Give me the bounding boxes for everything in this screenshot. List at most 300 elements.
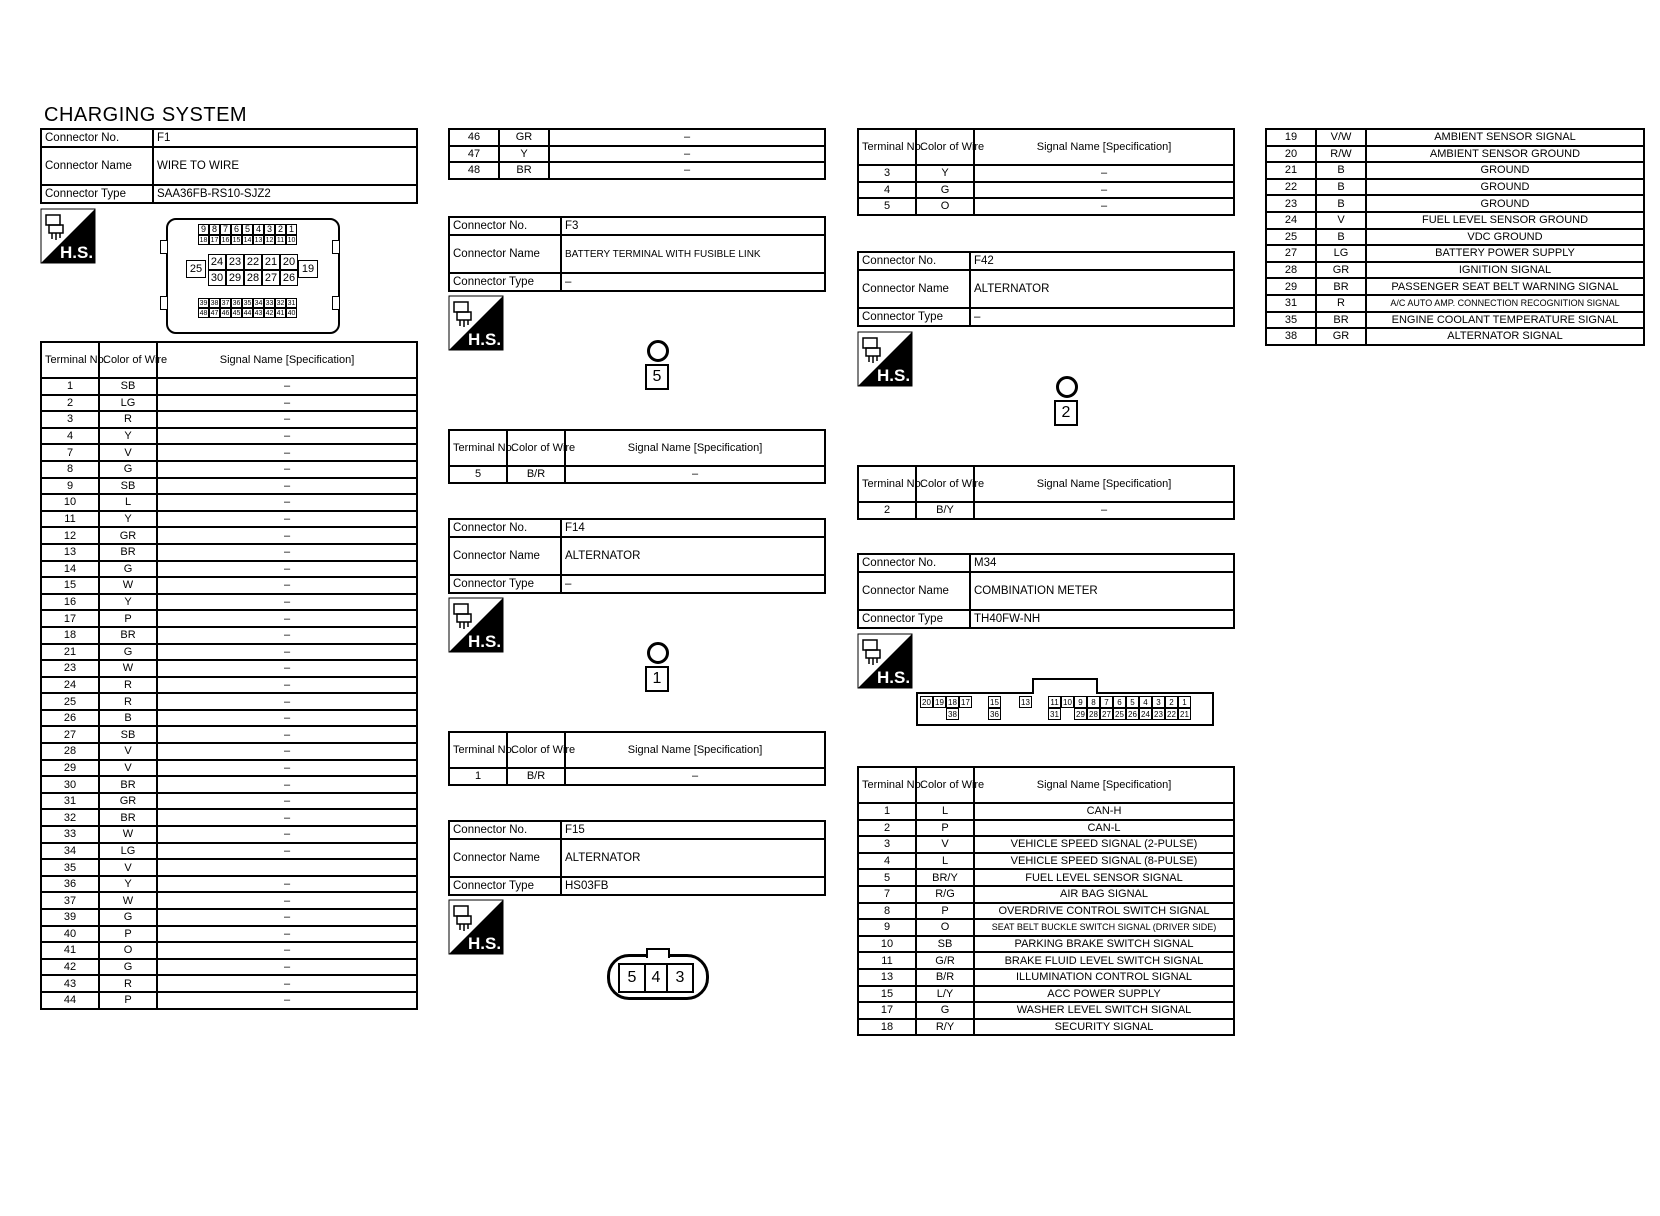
terminal-no-cell: 12: [41, 527, 99, 544]
signal-name-cell: [157, 859, 417, 876]
header-signal-name: Signal Name [Specification]: [157, 342, 417, 378]
wire-color-cell: Y: [99, 594, 157, 611]
svg-text:H.S.: H.S.: [468, 632, 502, 651]
signal-name-cell: –: [157, 743, 417, 760]
wire-color-cell: R: [1316, 295, 1366, 312]
header-color-of-wire: Color of Wire: [916, 129, 974, 165]
terminal-no-cell: 24: [1266, 212, 1316, 229]
signal-name-cell: –: [157, 776, 417, 793]
terminal-no-cell: 23: [41, 660, 99, 677]
signal-name-cell: –: [157, 959, 417, 976]
label-connector-type: Connector Type: [858, 610, 970, 628]
connector-pin: 41: [276, 309, 285, 317]
terminal-no-cell: 24: [41, 677, 99, 694]
connector-pin: 42: [265, 309, 274, 317]
terminal-no-cell: 14: [41, 561, 99, 578]
table-row: [41, 959, 417, 976]
table-row: [858, 803, 1234, 820]
terminal-no-cell: 23: [1266, 195, 1316, 212]
terminal-pin: 4: [646, 963, 668, 993]
header-terminal-no: Terminal No.: [858, 767, 916, 803]
connector-pin: 46: [221, 309, 230, 317]
terminal-no-cell: 4: [41, 428, 99, 445]
label-connector-type: Connector Type: [449, 575, 561, 593]
wire-color-cell: B: [1316, 195, 1366, 212]
terminal-no-cell: 43: [41, 975, 99, 992]
terminal-no-cell: 2: [858, 502, 916, 519]
terminal-no-cell: 4: [858, 182, 916, 199]
terminal-no-cell: 39: [41, 909, 99, 926]
table-row: [41, 942, 417, 959]
signal-name-cell: –: [549, 129, 825, 146]
connector-type-value: –: [561, 575, 825, 593]
table-row: [41, 793, 417, 810]
table-row: [41, 693, 417, 710]
header-color-of-wire: Color of Wire: [507, 430, 565, 466]
terminal-no-cell: 29: [41, 760, 99, 777]
terminal-no-cell: 25: [41, 693, 99, 710]
header-color-of-wire: Color of Wire: [916, 767, 974, 803]
table-row: [41, 677, 417, 694]
wire-color-cell: O: [916, 919, 974, 936]
wire-color-cell: B: [1316, 229, 1366, 246]
connector-pin: 2: [1165, 696, 1178, 708]
terminal-no-cell: 34: [41, 843, 99, 860]
header-terminal-no: Terminal No.: [449, 732, 507, 768]
connector-pin: 3: [1152, 696, 1165, 708]
signal-name-cell: ACC POWER SUPPLY: [974, 986, 1234, 1003]
table-row: [1266, 245, 1644, 262]
connector-pin: 2: [275, 224, 286, 235]
connector-pin: 47: [210, 309, 219, 317]
terminal-no-cell: 25: [1266, 229, 1316, 246]
table-row: [41, 826, 417, 843]
terminal-no-cell: 4: [858, 853, 916, 870]
table-row: [41, 909, 417, 926]
signal-name-cell: –: [157, 760, 417, 777]
signal-name-cell: –: [157, 710, 417, 727]
signal-name-cell: –: [157, 843, 417, 860]
terminal-ring-icon: [1056, 376, 1078, 398]
terminal-no-cell: 15: [41, 577, 99, 594]
signal-name-cell: –: [157, 594, 417, 611]
connector-pin: 1: [1178, 696, 1191, 708]
terminal-no-cell: 3: [41, 411, 99, 428]
terminal-no-cell: 22: [1266, 179, 1316, 196]
connector-pin: 22: [244, 254, 262, 270]
wire-color-cell: LG: [99, 843, 157, 860]
signal-name-cell: –: [157, 627, 417, 644]
signal-name-cell: –: [157, 660, 417, 677]
table-row: [1266, 129, 1644, 146]
connector-pin: 45: [232, 309, 241, 317]
wire-color-cell: B/R: [916, 969, 974, 986]
header-signal-name: Signal Name [Specification]: [974, 767, 1234, 803]
label-connector-name: Connector Name: [449, 839, 561, 877]
signal-name-cell: IGNITION SIGNAL: [1366, 262, 1644, 279]
connector-pin: 7: [1100, 696, 1113, 708]
connector-pin: 38: [210, 299, 219, 307]
connector-pin: 21: [262, 254, 280, 270]
signal-name-cell: –: [157, 494, 417, 511]
table-row: [449, 466, 825, 483]
wire-color-cell: V: [916, 836, 974, 853]
wire-color-cell: G: [99, 561, 157, 578]
table-row: [41, 511, 417, 528]
signal-name-cell: –: [157, 527, 417, 544]
harness-side-icon: [448, 597, 504, 653]
terminal-no-cell: 8: [858, 903, 916, 920]
svg-text:H.S.: H.S.: [877, 366, 911, 385]
connector-f1-diagram: [166, 218, 340, 334]
wire-color-cell: P: [99, 926, 157, 943]
connector-info-m34: [857, 553, 1235, 629]
terminal-no-cell: 5: [449, 466, 507, 483]
signal-name-cell: –: [157, 726, 417, 743]
table-row: [858, 919, 1234, 936]
terminal-table-f42: [857, 465, 1235, 520]
terminal-no-cell: 28: [1266, 262, 1316, 279]
signal-name-cell: BATTERY POWER SUPPLY: [1366, 245, 1644, 262]
table-row: [41, 444, 417, 461]
table-row: [1266, 328, 1644, 345]
wire-color-cell: P: [99, 610, 157, 627]
terminal-no-cell: 47: [449, 146, 499, 163]
table-row: [858, 986, 1234, 1003]
terminal-no-cell: 9: [41, 478, 99, 495]
terminal-no-cell: 48: [449, 162, 499, 179]
connector-no-value: F15: [561, 821, 825, 839]
signal-name-cell: –: [974, 165, 1234, 182]
terminal-no-cell: 7: [858, 886, 916, 903]
table-row: [858, 165, 1234, 182]
table-row: [41, 760, 417, 777]
table-row: [858, 853, 1234, 870]
terminal-no-cell: 13: [858, 969, 916, 986]
signal-name-cell: AMBIENT SENSOR GROUND: [1366, 146, 1644, 163]
wire-color-cell: BR/Y: [916, 869, 974, 886]
signal-name-cell: –: [157, 793, 417, 810]
harness-side-icon: [448, 295, 504, 351]
signal-name-cell: –: [157, 444, 417, 461]
label-connector-type: Connector Type: [449, 877, 561, 895]
wire-color-cell: BR: [499, 162, 549, 179]
connector-no-value: F1: [153, 129, 417, 147]
header-color-of-wire: Color of Wire: [99, 342, 157, 378]
terminal-no-cell: 15: [858, 986, 916, 1003]
harness-side-icon: [448, 899, 504, 955]
signal-name-cell: –: [157, 975, 417, 992]
terminal-no-cell: 33: [41, 826, 99, 843]
terminal-no-cell: 18: [858, 1019, 916, 1036]
signal-name-cell: A/C AUTO AMP. CONNECTION RECOGNITION SIGNAL: [1366, 295, 1644, 312]
connector-pin: 23: [1152, 708, 1165, 720]
header-signal-name: Signal Name [Specification]: [974, 466, 1234, 502]
label-connector-no: Connector No.: [858, 554, 970, 572]
signal-name-cell: VEHICLE SPEED SIGNAL (2-PULSE): [974, 836, 1234, 853]
terminal-no-cell: 21: [41, 644, 99, 661]
terminal-no-cell: 44: [41, 992, 99, 1009]
terminal-no-cell: 41: [41, 942, 99, 959]
svg-text:H.S.: H.S.: [877, 668, 911, 687]
connector-info-f1: [40, 128, 418, 204]
table-row: [858, 969, 1234, 986]
connector-no-value: F14: [561, 519, 825, 537]
label-connector-name: Connector Name: [449, 537, 561, 575]
wire-color-cell: Y: [499, 146, 549, 163]
connector-pin: 28: [244, 270, 262, 286]
terminal-no-cell: 28: [41, 743, 99, 760]
wire-color-cell: BR: [99, 544, 157, 561]
harness-side-icon: [857, 633, 913, 689]
label-connector-name: Connector Name: [41, 147, 153, 185]
connector-pin: 10: [287, 236, 296, 244]
wire-color-cell: G: [916, 1002, 974, 1019]
wire-color-cell: R/G: [916, 886, 974, 903]
table-row: [1266, 262, 1644, 279]
connector-type-value: HS03FB: [561, 877, 825, 895]
connector-pin: 27: [1100, 708, 1113, 720]
wire-color-cell: B: [1316, 162, 1366, 179]
connector-pin: 21: [1178, 708, 1191, 720]
wire-color-cell: B/Y: [916, 502, 974, 519]
table-row: [858, 936, 1234, 953]
signal-name-cell: –: [157, 577, 417, 594]
connector-no-value: F3: [561, 217, 825, 235]
connector-pin: 10: [1061, 696, 1074, 708]
terminal-no-cell: 31: [1266, 295, 1316, 312]
connector-pin: 32: [276, 299, 285, 307]
wire-color-cell: P: [916, 903, 974, 920]
wire-color-cell: GR: [99, 527, 157, 544]
wire-color-cell: B/R: [507, 768, 565, 785]
wire-color-cell: P: [99, 992, 157, 1009]
terminal-table-m34: [857, 766, 1235, 1036]
connector-pin: 17: [959, 696, 972, 708]
wire-color-cell: G: [99, 909, 157, 926]
signal-name-cell: –: [157, 942, 417, 959]
signal-name-cell: GROUND: [1366, 195, 1644, 212]
connector-pin: 20: [280, 254, 298, 270]
terminal-pin: 1: [645, 666, 669, 692]
table-row: [41, 561, 417, 578]
signal-name-cell: –: [549, 162, 825, 179]
table-row: [41, 395, 417, 412]
table-row: [41, 428, 417, 445]
table-row: [858, 1002, 1234, 1019]
terminal-no-cell: 17: [41, 610, 99, 627]
wire-color-cell: GR: [1316, 328, 1366, 345]
svg-text:H.S.: H.S.: [468, 330, 502, 349]
header-terminal-no: Terminal No.: [858, 466, 916, 502]
label-connector-no: Connector No.: [449, 217, 561, 235]
label-connector-type: Connector Type: [449, 273, 561, 291]
connector-pin: 28: [1087, 708, 1100, 720]
label-connector-no: Connector No.: [41, 129, 153, 147]
connector-pin: 25: [186, 260, 206, 278]
wire-color-cell: Y: [99, 511, 157, 528]
connector-f15-diagram: [607, 954, 709, 1000]
table-row: [41, 843, 417, 860]
signal-name-cell: –: [157, 892, 417, 909]
table-row: [41, 859, 417, 876]
wire-color-cell: SB: [99, 478, 157, 495]
signal-name-cell: VDC GROUND: [1366, 229, 1644, 246]
table-row: [1266, 195, 1644, 212]
table-row: [858, 502, 1234, 519]
terminal-no-cell: 18: [41, 627, 99, 644]
wire-color-cell: R: [99, 975, 157, 992]
terminal-no-cell: 21: [1266, 162, 1316, 179]
terminal-no-cell: 2: [41, 395, 99, 412]
label-connector-type: Connector Type: [858, 308, 970, 326]
connector-pin: 8: [1087, 696, 1100, 708]
terminal-ring-icon: [647, 340, 669, 362]
connector-pin: 37: [221, 299, 230, 307]
terminal-no-cell: 17: [858, 1002, 916, 1019]
connector-pin: 3: [264, 224, 275, 235]
connector-pin: 15: [988, 696, 1001, 708]
terminal-table-f3: [448, 429, 826, 484]
terminal-no-cell: 27: [1266, 245, 1316, 262]
svg-text:H.S.: H.S.: [468, 934, 502, 953]
terminal-no-cell: 16: [41, 594, 99, 611]
connector-pin: 13: [1019, 696, 1032, 708]
terminal-no-cell: 46: [449, 129, 499, 146]
wire-color-cell: R: [99, 677, 157, 694]
connector-pin: 13: [254, 236, 263, 244]
table-row: [41, 892, 417, 909]
table-row: [41, 776, 417, 793]
terminal-no-cell: 7: [41, 444, 99, 461]
terminal-no-cell: 40: [41, 926, 99, 943]
signal-name-cell: SECURITY SIGNAL: [974, 1019, 1234, 1036]
wire-color-cell: GR: [499, 129, 549, 146]
terminal-table-f1-continued: [448, 128, 826, 180]
wire-color-cell: G/R: [916, 952, 974, 969]
signal-name-cell: –: [157, 561, 417, 578]
connector-pin: 1: [286, 224, 297, 235]
connector-pin: 9: [1074, 696, 1087, 708]
header-signal-name: Signal Name [Specification]: [565, 732, 825, 768]
wire-color-cell: B: [99, 710, 157, 727]
table-row: [1266, 295, 1644, 312]
terminal-no-cell: 35: [41, 859, 99, 876]
connector-no-value: M34: [970, 554, 1234, 572]
wire-color-cell: BR: [99, 809, 157, 826]
terminal-table-f15: [857, 128, 1235, 216]
connector-pin: 17: [210, 236, 219, 244]
signal-name-cell: –: [157, 461, 417, 478]
wire-color-cell: W: [99, 660, 157, 677]
wire-color-cell: Y: [99, 428, 157, 445]
header-color-of-wire: Color of Wire: [916, 466, 974, 502]
wire-color-cell: R/Y: [916, 1019, 974, 1036]
wire-color-cell: G: [99, 959, 157, 976]
signal-name-cell: GROUND: [1366, 179, 1644, 196]
connector-type-value: TH40FW-NH: [970, 610, 1234, 628]
connector-pin: 40: [287, 309, 296, 317]
connector-pin: 25: [1113, 708, 1126, 720]
connector-pin: 36: [988, 708, 1001, 720]
signal-name-cell: –: [157, 992, 417, 1009]
wire-color-cell: LG: [1316, 245, 1366, 262]
wire-color-cell: SB: [99, 726, 157, 743]
table-row: [41, 710, 417, 727]
connector-pin: 20: [920, 696, 933, 708]
signal-name-cell: AIR BAG SIGNAL: [974, 886, 1234, 903]
signal-name-cell: –: [157, 395, 417, 412]
signal-name-cell: –: [157, 693, 417, 710]
connector-pin: 48: [199, 309, 208, 317]
connector-pin: 29: [226, 270, 244, 286]
wire-color-cell: SB: [916, 936, 974, 953]
signal-name-cell: –: [157, 544, 417, 561]
table-row: [41, 876, 417, 893]
terminal-no-cell: 1: [41, 378, 99, 395]
signal-name-cell: –: [157, 478, 417, 495]
signal-name-cell: –: [565, 466, 825, 483]
table-row: [858, 198, 1234, 215]
terminal-no-cell: 1: [858, 803, 916, 820]
terminal-no-cell: 26: [41, 710, 99, 727]
harness-side-icon: [857, 331, 913, 387]
table-row: [858, 869, 1234, 886]
table-row: [858, 886, 1234, 903]
connector-pin: 16: [221, 236, 230, 244]
wire-color-cell: W: [99, 892, 157, 909]
connector-name-value: ALTERNATOR: [561, 537, 825, 575]
table-row: [41, 544, 417, 561]
wire-color-cell: BR: [1316, 278, 1366, 295]
table-row: [1266, 278, 1644, 295]
connector-type-value: SAA36FB-RS10-SJZ2: [153, 185, 417, 203]
table-row: [41, 992, 417, 1009]
table-row: [41, 378, 417, 395]
terminal-no-cell: 35: [1266, 312, 1316, 329]
terminal-no-cell: 8: [41, 461, 99, 478]
connector-pin: 4: [1139, 696, 1152, 708]
connector-pin: 19: [298, 260, 318, 278]
wire-color-cell: R: [99, 693, 157, 710]
table-row: [41, 743, 417, 760]
connector-name-value: COMBINATION METER: [970, 572, 1234, 610]
connector-info-f3: [448, 216, 826, 292]
wire-color-cell: V: [99, 444, 157, 461]
table-row: [1266, 312, 1644, 329]
connector-pin: 12: [265, 236, 274, 244]
terminal-pin: 2: [1054, 400, 1078, 426]
wire-color-cell: R/W: [1316, 146, 1366, 163]
table-row: [41, 594, 417, 611]
connector-pin: 33: [265, 299, 274, 307]
wire-color-cell: LG: [99, 395, 157, 412]
signal-name-cell: AMBIENT SENSOR SIGNAL: [1366, 129, 1644, 146]
connector-pin: 27: [262, 270, 280, 286]
connector-info-f42: [857, 251, 1235, 327]
wire-color-cell: G: [99, 644, 157, 661]
terminal-no-cell: 42: [41, 959, 99, 976]
terminal-no-cell: 11: [41, 511, 99, 528]
signal-name-cell: –: [157, 876, 417, 893]
table-row: [1266, 162, 1644, 179]
terminal-no-cell: 10: [858, 936, 916, 953]
table-row: [1266, 212, 1644, 229]
table-row: [41, 975, 417, 992]
connector-pin: 8: [209, 224, 220, 235]
terminal-no-cell: 9: [858, 919, 916, 936]
connector-pin: 31: [1048, 708, 1061, 720]
